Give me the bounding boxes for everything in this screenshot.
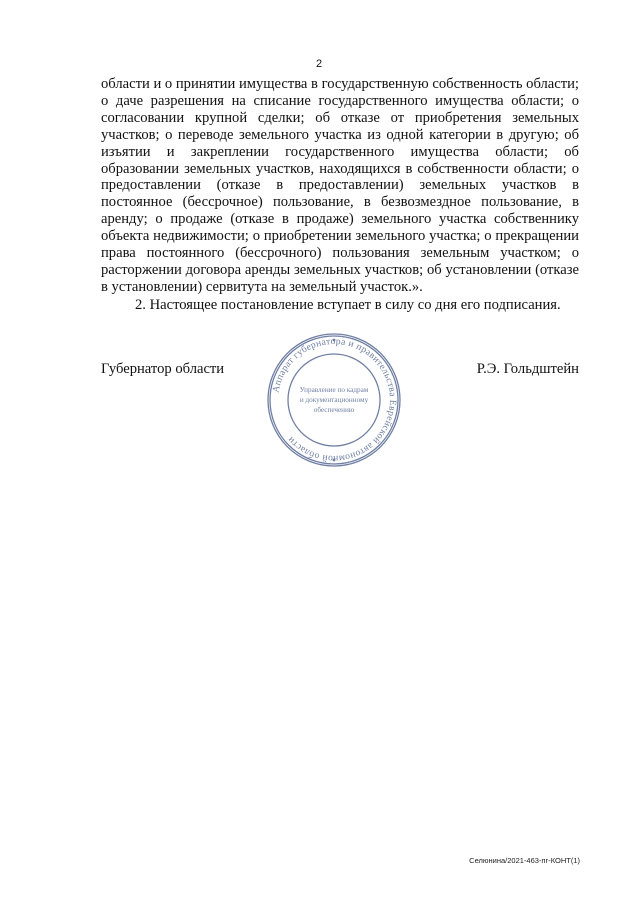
- paragraph-continuation: области и о принятии имущества в государственную собственность области; о даче разрешения на списание государственного имущества области; о согласовании крупной сделки; об отказе от приобретения земельных участков; о переводе земельного участка из одной категории в другую; об изъятии и закреплении государственного имущества области; об образовании земельных участков, находящихся в собственности области; о предоставлении (отказе в предоставлении) земельных участков в постоянное (бессрочное) пользование, в безвозмездное пользование, в аренду; о продаже (отказе в продаже) земельного участка собственнику объекта недвижимости; о приобретении земельного участка; о прекращении права постоянного (бессрочного) пользования земельным участком; о расторжении договора аренды земельных участков; об установлении (отказе в установлении) сервитута на земельный участок.».: [101, 76, 579, 295]
- stamp-inner-line-1: Управление по кадрам: [299, 386, 369, 394]
- document-reference: Селюнина/2021-463-пг-КОНТ(1): [469, 856, 580, 865]
- official-seal-stamp: [259, 330, 409, 470]
- body-text: [101, 76, 579, 314]
- stamp-outer-textpath: Аппарат губернатора и правительства Еврейской автономной области: [270, 335, 399, 465]
- stamp-inner-line-3: обеспечению: [313, 406, 355, 414]
- stamp-inner-line-2: и документационному: [299, 396, 369, 404]
- page-number: 2: [315, 58, 323, 70]
- paragraph-effective-date: 2. Настоящее постановление вступает в силу со дня его подписания.: [135, 296, 561, 313]
- signatory-name: Р.Э. Гольдштейн: [476, 361, 579, 377]
- signatory-position: Губернатор области: [101, 361, 225, 377]
